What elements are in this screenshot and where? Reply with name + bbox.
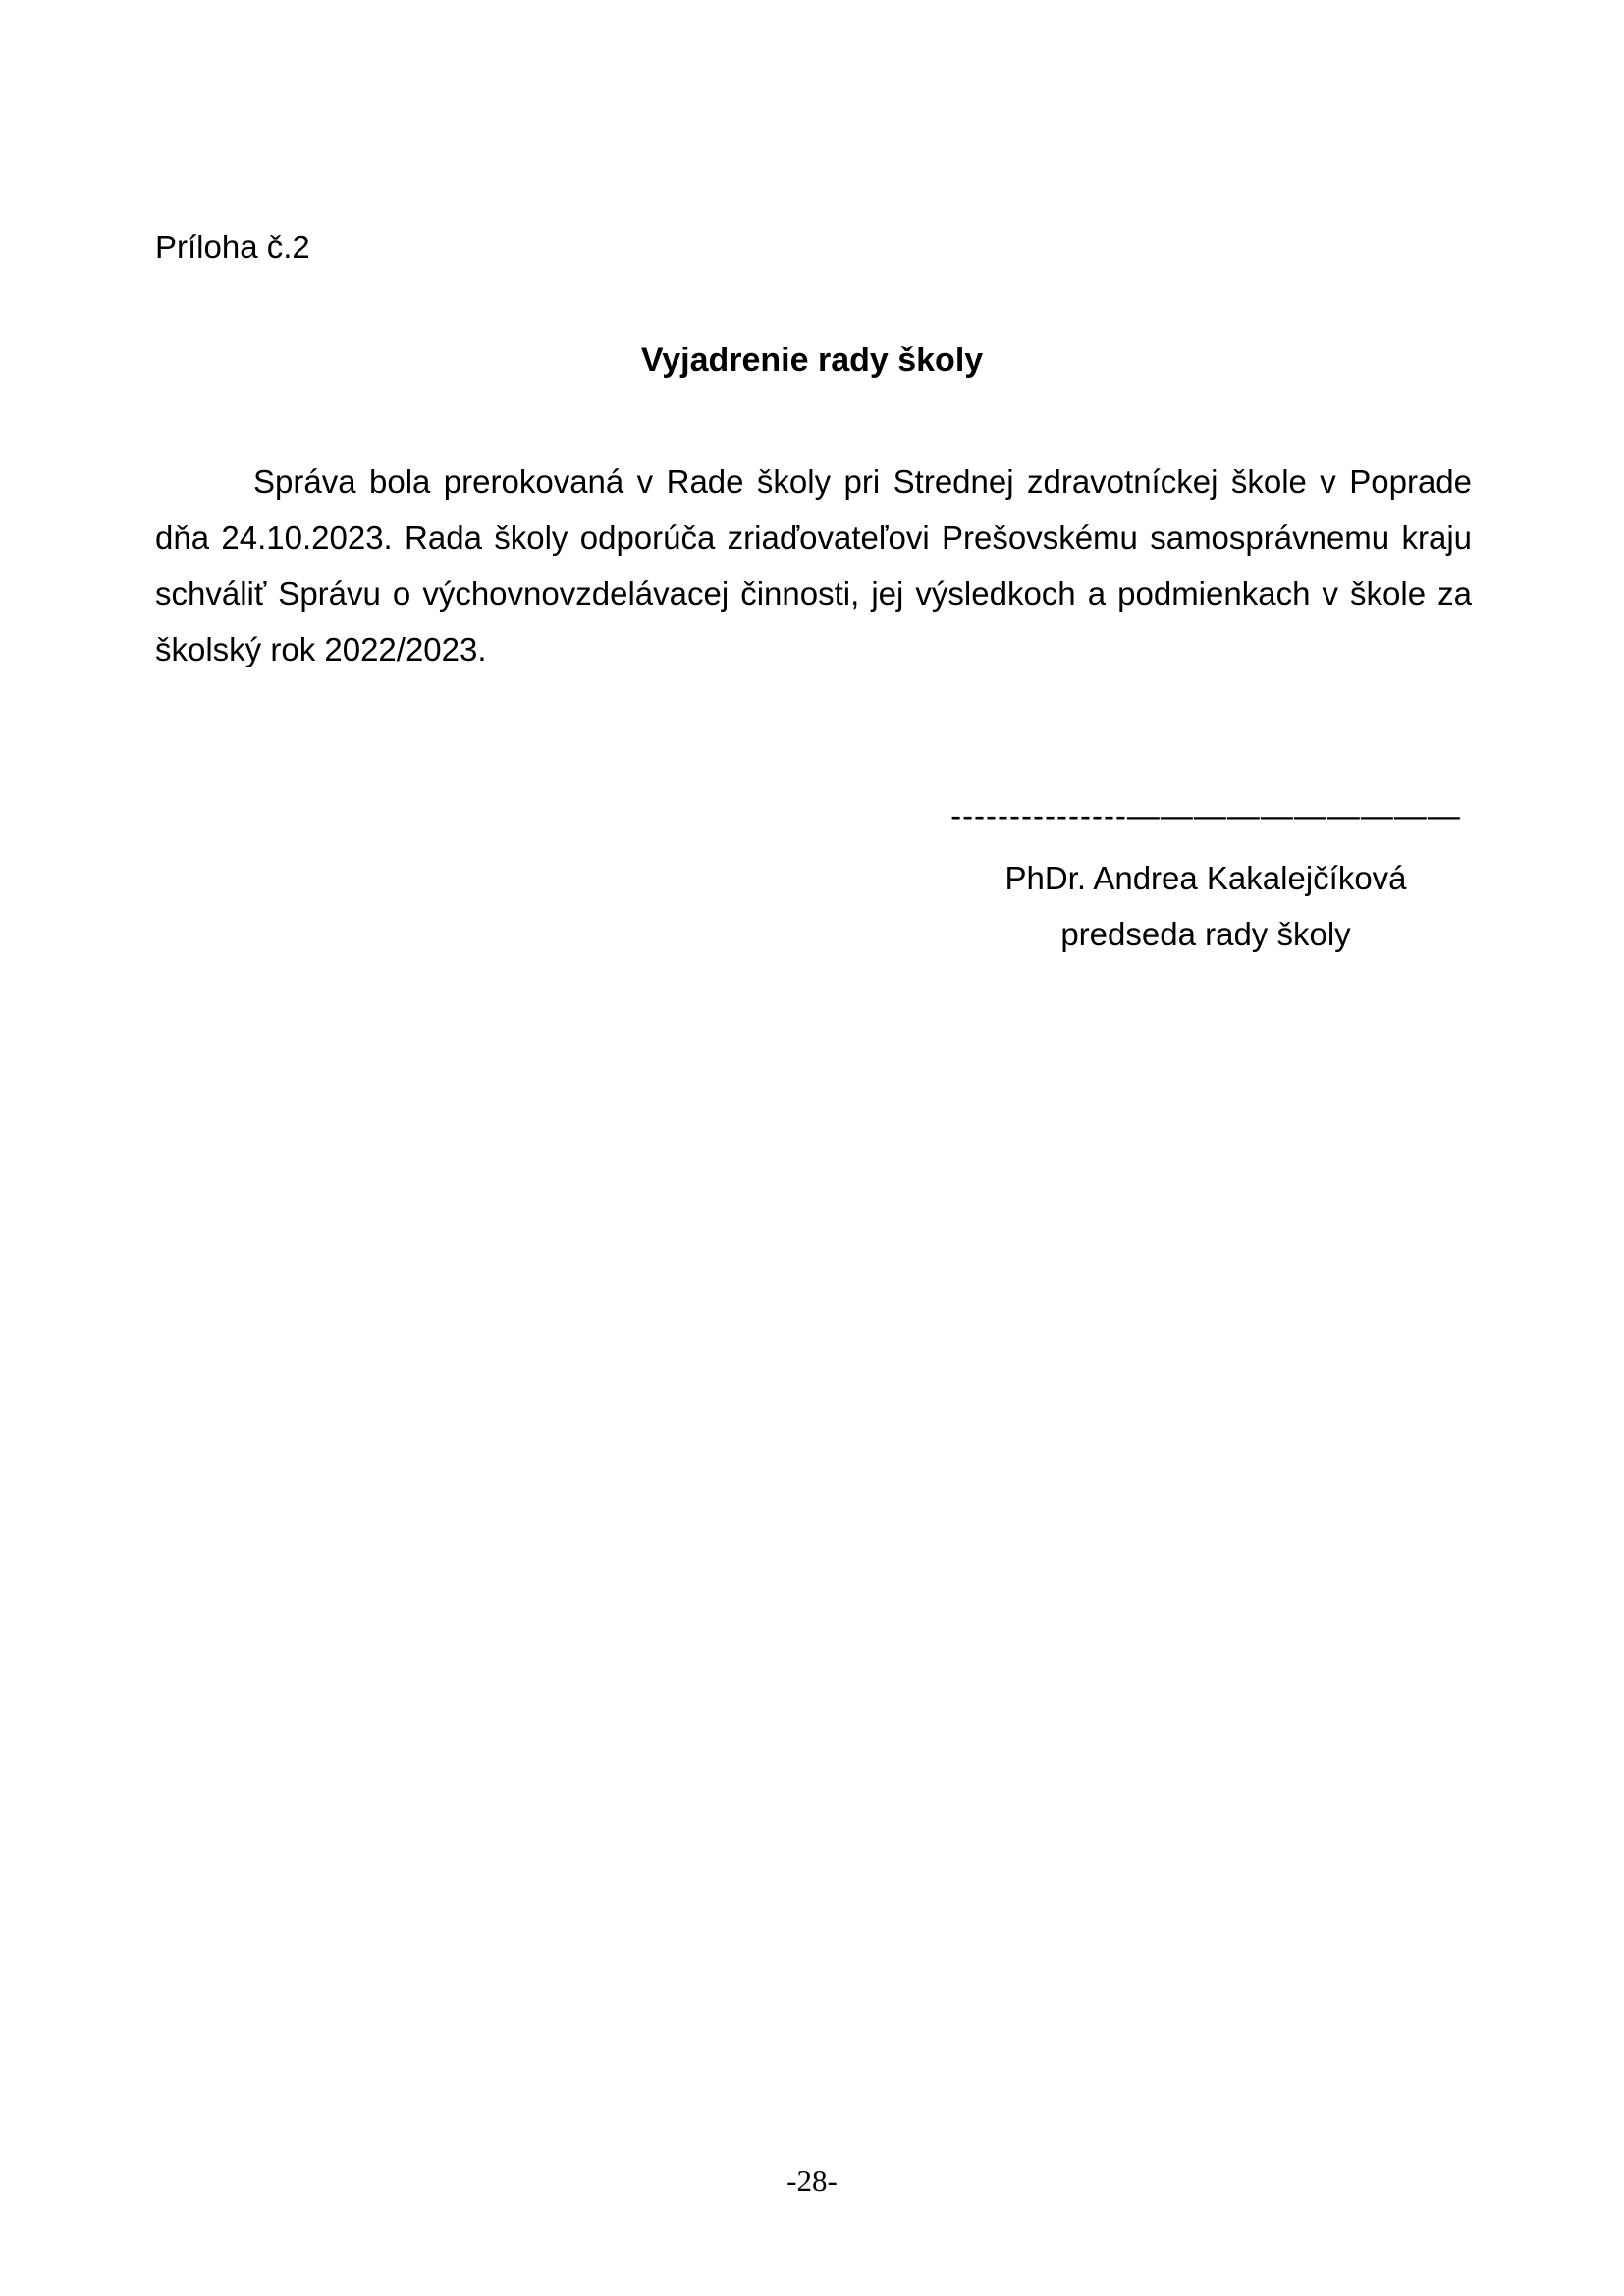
body-paragraph: [155, 454, 1472, 677]
paragraph-line: schváliť Správu o výchovnovzdelávacej činnosti, jej výsledkoch a podmienkach v škole za: [155, 575, 1472, 612]
paragraph-line: dňa 24.10.2023. Rada školy odporúča zriaďovateľovi Prešovskému samosprávnemu kraju: [155, 519, 1472, 556]
signature-name: PhDr. Andrea Kakalejčíková: [1004, 860, 1407, 896]
signature-role: predseda rady školy: [1060, 916, 1351, 952]
page-title: Vyjadrenie rady školy: [640, 342, 984, 379]
signature-line-rule: ---------------——————————: [950, 797, 1461, 833]
paragraph-line: školský rok 2022/2023.: [155, 631, 487, 667]
page-number: -28-: [786, 2163, 838, 2198]
attachment-label: Príloha č.2: [155, 229, 310, 265]
signature-block: [941, 797, 1471, 962]
paragraph-line: Správa bola prerokovaná v Rade školy pri Strednej zdravotníckej škole v Poprade: [253, 463, 1472, 500]
